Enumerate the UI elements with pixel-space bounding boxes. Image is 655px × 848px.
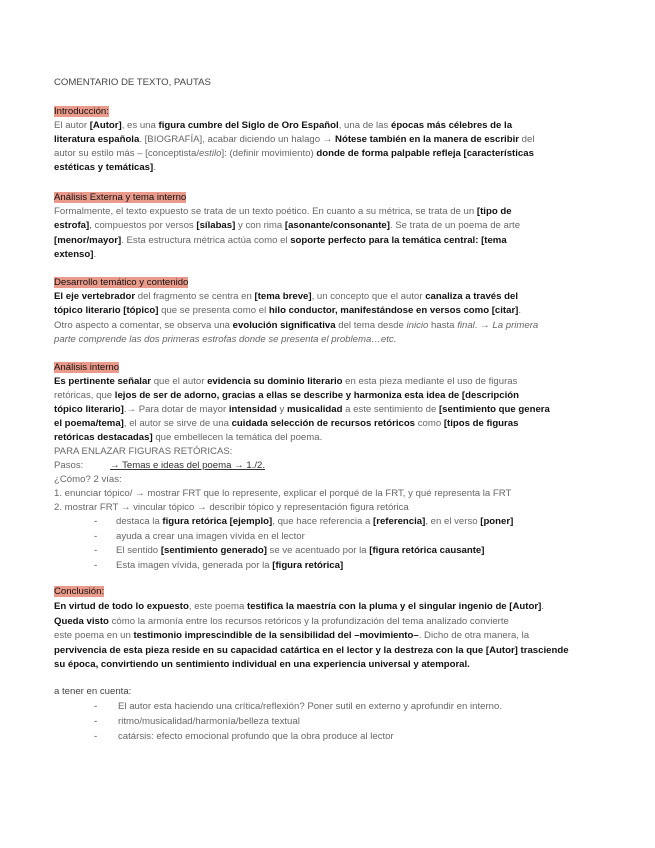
text-run: autor su estilo más – [conceptista/ [54, 148, 200, 159]
text-line [54, 248, 96, 261]
text-run: ayuda a crear una imagen vívida en el lector [116, 530, 305, 542]
conclusion-heading: Conclusión: [54, 586, 105, 597]
text-run: retóricas, que [54, 390, 115, 401]
text-run: que embellecen la temática del poema. [152, 432, 323, 443]
how-question: ¿Cómo? 2 vías: [54, 474, 122, 485]
text-run: este poema en un [54, 630, 134, 641]
text-line [54, 304, 521, 317]
bullet-marker: - [94, 545, 98, 556]
list-item: ritmo/musicalidad/harmonía/belleza textual [118, 716, 300, 727]
external-analysis-heading: Análisis Externa y tema interno [54, 192, 187, 203]
text-run: que se presenta como el [158, 305, 269, 317]
pasos-link[interactable]: → Temas e ideas del poema → 1./2. [110, 460, 266, 471]
text-run: [figura retórica causante] [369, 545, 485, 556]
text-run: [sentimiento generado] [160, 545, 267, 556]
text-line [54, 629, 529, 642]
text-run: inicio [406, 319, 429, 331]
text-run: soporte perfecto para la temática central: [tema [290, 234, 507, 246]
text-run: como [415, 418, 444, 429]
text-line [54, 403, 550, 416]
text-run: , una de las [338, 120, 391, 131]
text-run: ]: (definir movimiento) [221, 148, 317, 159]
bullet-marker: - [94, 716, 98, 727]
text-run: se ve acentuado por la [266, 545, 370, 556]
text-run: , este poema [188, 601, 247, 612]
text-run: . [93, 248, 97, 260]
text-run: . [518, 305, 522, 317]
text-run: [menor/mayor] [54, 234, 122, 246]
text-run: a este sentimiento de [342, 404, 439, 415]
text-run: [tipos de figuras [443, 418, 519, 429]
bullet-marker: - [94, 731, 98, 742]
text-run: testifica la maestría con la pluma y el singular ingenio de [Autor] [247, 601, 542, 612]
text-line [54, 375, 517, 388]
text-run: [referencia] [373, 516, 426, 527]
text-run: donde de forma palpable refleja [características [316, 148, 534, 159]
text-run: [tipo de [476, 206, 512, 217]
list-item [116, 530, 305, 543]
text-run: .→ Para dotar de mayor [123, 404, 229, 415]
text-run: [tema breve] [254, 291, 312, 302]
list-item: El autor esta haciendo una crítica/reflexión? Poner sutil en externo y aprofundir en interno. [118, 701, 502, 712]
text-run: PARA ENLAZAR FIGURAS RETÓRICAS: [54, 446, 233, 457]
text-line [54, 389, 519, 402]
text-line [54, 219, 520, 232]
text-run: Otro aspecto a comentar, se observa una [54, 319, 233, 331]
text-run: extenso] [54, 248, 94, 260]
text-run: y [276, 404, 287, 415]
text-run: intensidad [228, 404, 277, 415]
text-run: . Se trata de un poema de arte [389, 220, 521, 232]
text-line [54, 333, 396, 346]
list-item: catársis: efecto emocional profundo que la obra produce al lector [118, 731, 394, 742]
text-run: cuidada selección de recursos retóricos [231, 418, 416, 429]
text-run: . [541, 601, 544, 612]
text-run: . → [474, 319, 493, 331]
text-run: su época, convirtiendo un sentimiento individual en una experiencia universal y atemporal. [54, 659, 470, 670]
text-run: . Esta estructura métrica actúa como el [121, 234, 291, 246]
text-run: Formalmente, el texto expuesto se trata de un texto poético. En cuanto a su métrica, se trata de un [54, 206, 477, 217]
text-run: tópico literario [tópico] [54, 305, 159, 317]
text-line [54, 319, 538, 332]
text-run: retóricas destacadas] [54, 432, 153, 443]
bullet-marker: - [94, 559, 98, 571]
text-line [54, 431, 322, 444]
document-title: COMENTARIO DE TEXTO, PAUTAS [54, 77, 211, 88]
text-run: musicalidad [287, 404, 343, 415]
text-run: . [BIOGRAFÍA], acabar diciendo un halago → [139, 134, 336, 145]
list-item [116, 515, 513, 528]
text-run: , compuestos por versos [89, 220, 197, 232]
pasos-line: Pasos: → Temas e ideas del poema → 1./2. [54, 460, 266, 471]
bullet-marker: - [94, 516, 98, 527]
text-run: el poema/tema] [54, 418, 124, 429]
text-run: que el autor [151, 376, 208, 387]
text-line [54, 658, 470, 671]
text-line [54, 234, 507, 247]
text-run: del fragmento se centra en [135, 291, 255, 302]
text-line [54, 600, 544, 613]
text-run: , un concepto que el autor [311, 291, 426, 302]
text-run: , que hace referencia a [272, 516, 374, 527]
text-run: , en el verso [425, 516, 481, 527]
text-run: estrofa] [54, 220, 90, 232]
via-two: 2. mostrar FRT → vincular tópico → describir tópico y representación figura retórica [54, 502, 409, 513]
text-run: El autor [54, 120, 90, 131]
text-line [54, 290, 518, 303]
text-run: El sentido [116, 545, 161, 556]
text-run: tópico literario] [54, 404, 124, 415]
internal-analysis-heading: Análisis interno [54, 362, 120, 373]
list-item [116, 544, 484, 557]
text-run: evidencia su dominio literario [207, 376, 343, 387]
text-line [54, 417, 518, 430]
text-run: [asonante/consonante] [284, 220, 390, 232]
text-run: Es pertinente señalar [54, 376, 152, 387]
text-run: destaca la [116, 516, 163, 527]
text-run: y con rima [235, 220, 285, 232]
notes-heading: a tener en cuenta: [54, 686, 132, 697]
bullet-marker: - [94, 530, 98, 542]
text-run: parte comprende las dos primeras estrofas donde se presenta el problema…etc. [54, 333, 397, 345]
text-run: pervivencia de esta pieza reside en su capacidad catártica en el lector y la destreza con la que [Autor] trasciende [54, 644, 569, 656]
text-line [54, 644, 569, 657]
text-line [54, 161, 156, 174]
text-run: [sílabas] [196, 220, 236, 232]
text-run: estilo [199, 148, 222, 159]
text-run: evolución significativa [232, 319, 336, 331]
text-run: Esta imagen vívida, generada por la [116, 559, 273, 571]
text-run: figura cumbre del Siglo de Oro Español [158, 120, 339, 131]
text-run: hasta [428, 319, 458, 331]
text-run: Queda visto [54, 615, 109, 627]
text-run: del tema desde [335, 319, 407, 331]
text-run: Nótese también en la manera de escribir [335, 134, 519, 145]
text-run: , el autor se sirve de una [123, 418, 232, 429]
text-run: El eje vertebrador [54, 291, 136, 302]
text-run: [figura retórica] [272, 559, 344, 571]
text-run: hilo conductor, manifestándose en versos como [citar] [268, 305, 519, 317]
text-run: . [153, 162, 156, 173]
text-run: , es una [121, 120, 159, 131]
text-run: final [457, 319, 475, 331]
text-run: canaliza a través del [425, 291, 518, 302]
text-run: cómo la armonía entre los recursos retóricos y la profundización del tema analizado convierte [108, 615, 509, 627]
text-run: testimonio imprescindible de la sensibilidad del –movimiento– [133, 630, 419, 641]
via-one: 1. enunciar tópico/ → mostrar FRT que lo represente, explicar el porqué de la FRT, y qué representa la FRT [54, 488, 512, 499]
text-run: lejos de ser de adorno, gracias a ellas se describe y harmoniza esta idea de [descripción [114, 390, 519, 401]
text-run: literatura española [54, 134, 140, 145]
text-line [54, 133, 534, 146]
text-run: estéticas y temáticas] [54, 162, 154, 173]
list-item [116, 559, 343, 572]
text-line [54, 147, 534, 160]
text-run: del [519, 134, 535, 145]
intro-heading: Introducción: [54, 106, 109, 117]
text-run: . Dicho de otra manera, la [418, 630, 530, 641]
development-heading: Desarrollo temático y contenido [54, 277, 189, 288]
bullet-marker: - [94, 701, 98, 712]
text-line [54, 205, 512, 218]
text-run: [sentimiento que genera [438, 404, 550, 415]
text-line [54, 119, 512, 132]
text-run: [Autor] [89, 120, 122, 131]
text-run: en esta pieza mediante el uso de figuras [342, 376, 518, 387]
text-run: En virtud de todo lo expuesto [54, 601, 189, 612]
text-run: figura retórica [ejemplo] [162, 516, 273, 527]
text-run: [poner] [480, 516, 514, 527]
text-run: épocas más célebres de la [390, 120, 513, 131]
text-run: La primera [492, 319, 539, 331]
text-line [54, 615, 509, 628]
text-line [54, 445, 232, 458]
